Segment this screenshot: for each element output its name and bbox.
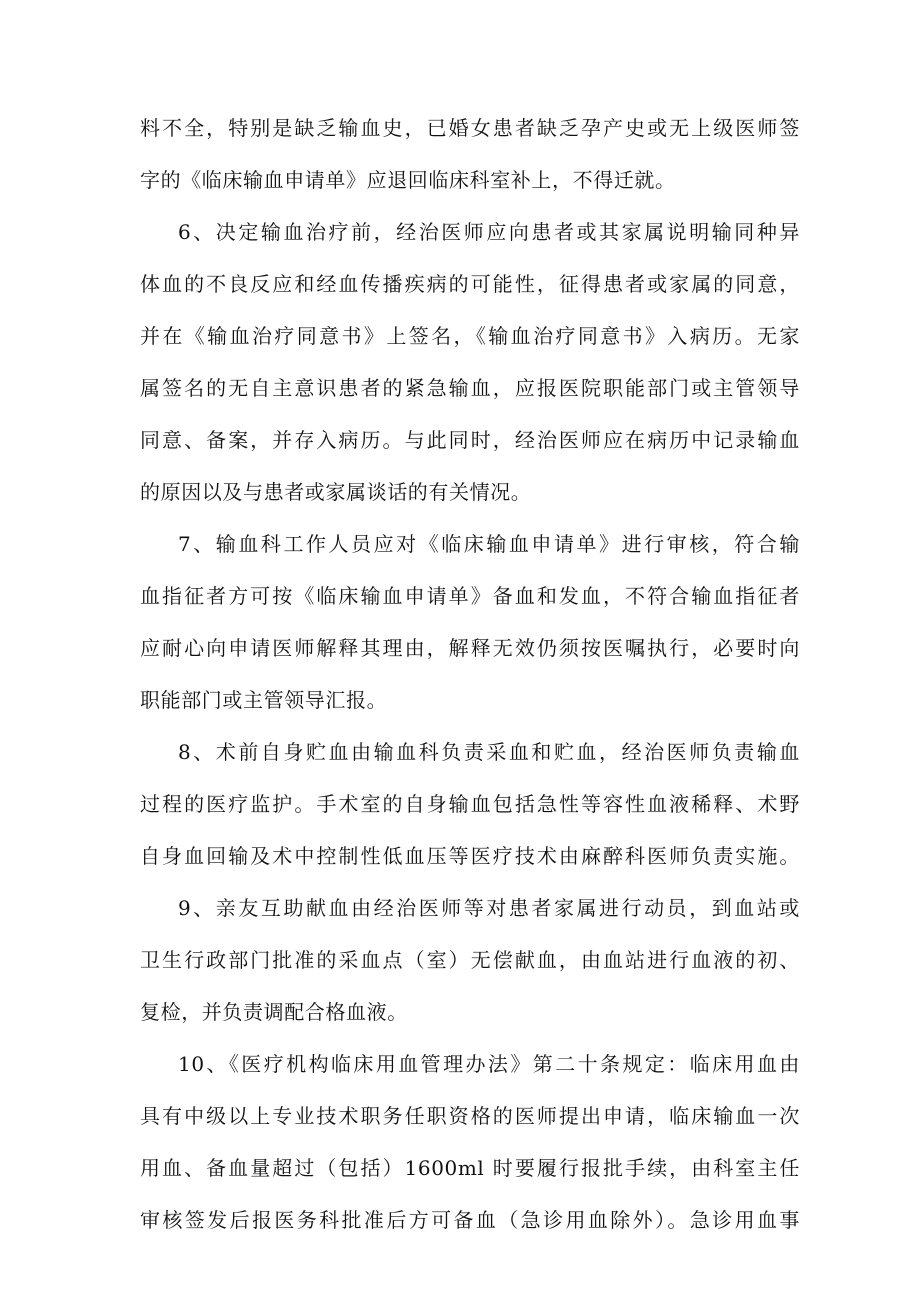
- text-line: 具有中级以上专业技术职务任职资格的医师提出申请，临床输血一次: [140, 1104, 800, 1128]
- text-line: 应耐心向申请医师解释其理由，解释无效仍须按医嘱执行，必要时向: [140, 636, 800, 660]
- text-line: 过程的医疗监护。手术室的自身输血包括急性等容性血液稀释、术野: [140, 792, 800, 816]
- text-line: 职能部门或主管领导汇报。: [140, 688, 388, 712]
- text-line: 同意、备案，并存入病历。与此同时，经治医师应在病历中记录输血: [140, 428, 800, 452]
- text-line: 自身血回输及术中控制性低血压等医疗技术由麻醉科医师负责实施。: [140, 844, 800, 868]
- text-line: 8、术前自身贮血由输血科负责采血和贮血，经治医师负责输血: [178, 740, 800, 764]
- text-line: 复检，并负责调配合格血液。: [140, 1000, 408, 1024]
- text-line: 9、亲友互助献血由经治医师等对患者家属进行动员，到血站或: [178, 896, 800, 920]
- text-line: 10、《医疗机构临床用血管理办法》第二十条规定：临床用血由: [178, 1052, 800, 1076]
- text-line: 7、输血科工作人员应对《临床输血申请单》进行审核，符合输: [178, 532, 800, 556]
- text-line: 属签名的无自主意识患者的紧急输血，应报医院职能部门或主管领导: [140, 376, 800, 400]
- text-line: 字的《临床输血申请单》应退回临床科室补上，不得迁就。: [140, 168, 676, 192]
- text-line: 料不全，特别是缺乏输血史，已婚女患者缺乏孕产史或无上级医师签: [140, 116, 800, 140]
- text-line: 并在《输血治疗同意书》上签名，《输血治疗同意书》入病历。无家: [140, 324, 800, 348]
- text-line: 审核签发后报医务科批准后方可备血（急诊用血除外）。急诊用血事: [140, 1208, 800, 1232]
- text-line: 用血、备血量超过（包括）1600ml 时要履行报批手续，由科室主任: [140, 1156, 800, 1180]
- text-line: 体血的不良反应和经血传播疾病的可能性，征得患者或家属的同意，: [140, 272, 800, 296]
- text-line: 的原因以及与患者或家属谈话的有关情况。: [140, 480, 532, 504]
- text-line: 血指征者方可按《临床输血申请单》备血和发血，不符合输血指征者: [140, 584, 800, 608]
- text-line: 6、决定输血治疗前，经治医师应向患者或其家属说明输同种异: [178, 220, 800, 244]
- text-line: 卫生行政部门批准的采血点（室）无偿献血，由血站进行血液的初、: [140, 948, 800, 972]
